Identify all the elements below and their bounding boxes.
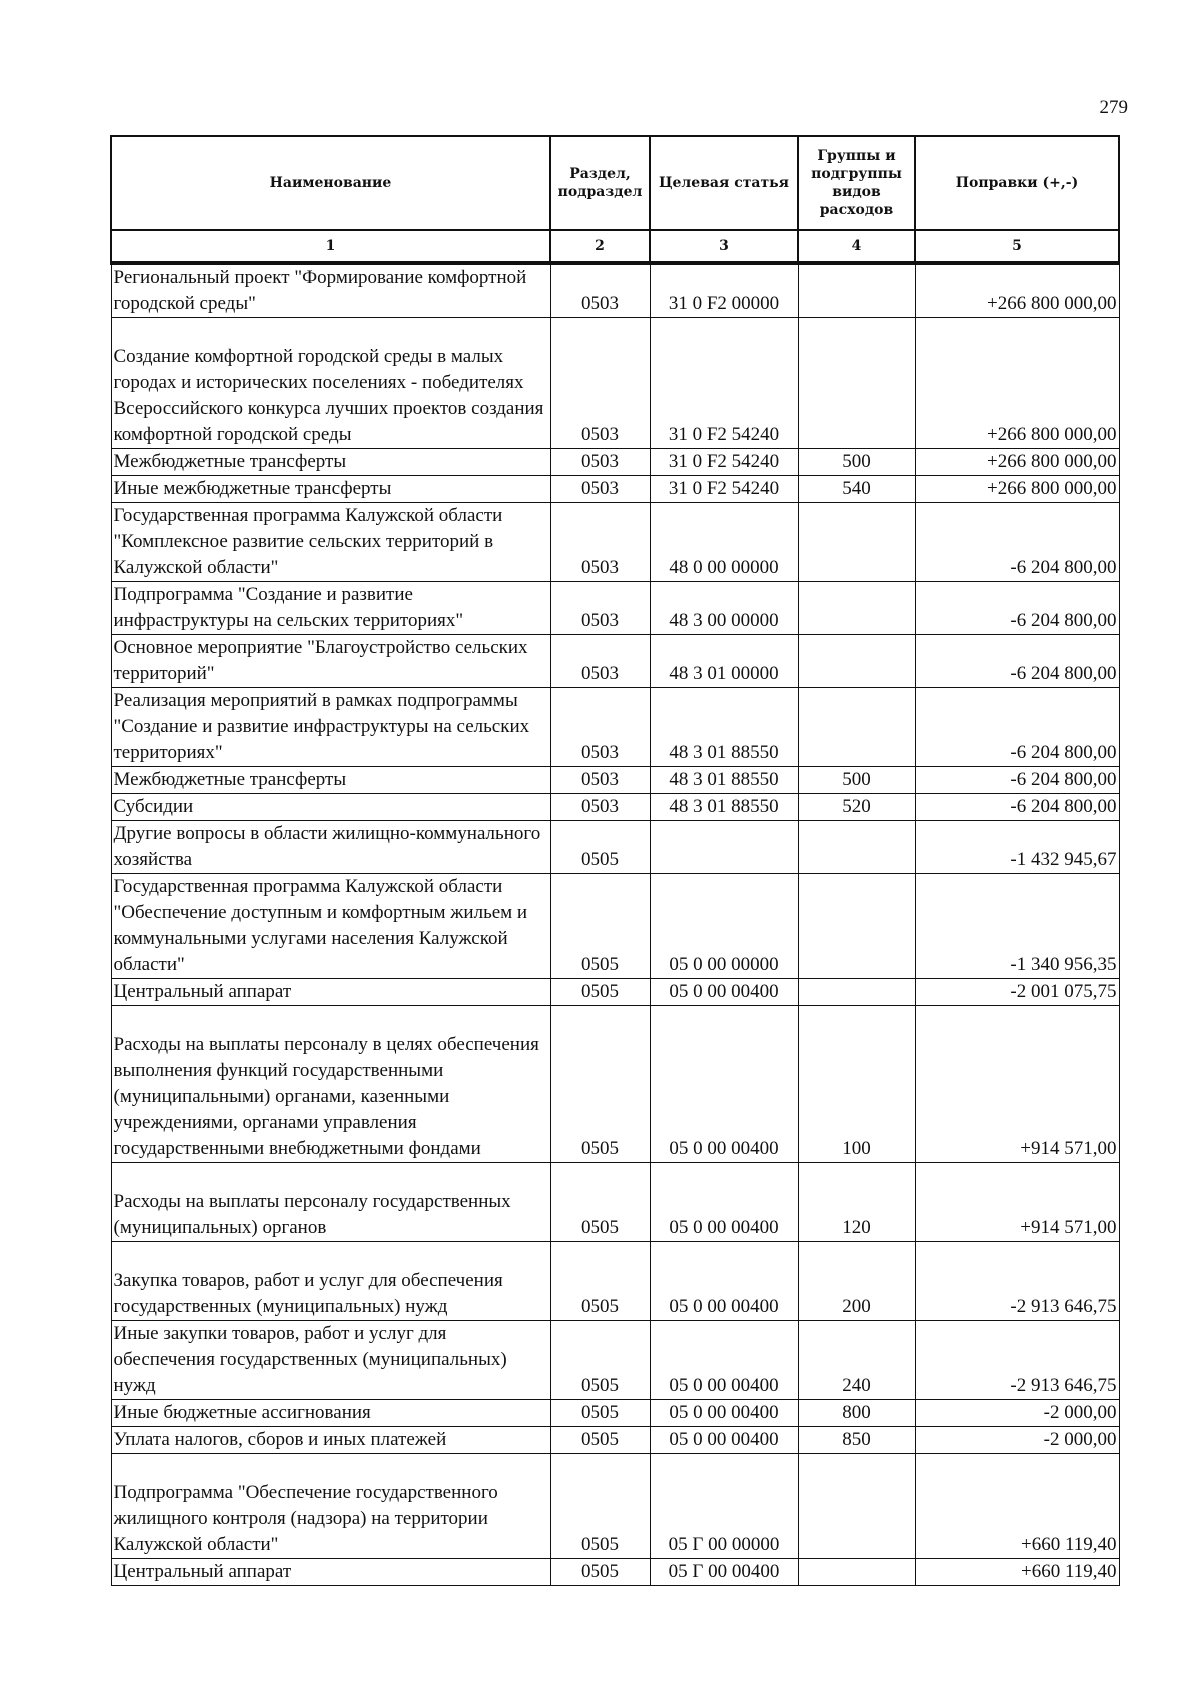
row-name: Создание комфортной городской среды в малых городах и исторических поселениях - победителях Всероссийского конкурса лучших проектов создания комфортной городской среды [111,318,550,449]
row-group [798,874,915,979]
column-number: 3 [650,230,798,263]
row-section: 0505 [550,1427,650,1454]
row-group [798,688,915,767]
row-target: 48 0 00 00000 [650,503,798,582]
row-section: 0503 [550,688,650,767]
table-row [111,318,1119,449]
column-number-row [111,230,1119,263]
row-group [798,318,915,449]
row-group: 520 [798,794,915,821]
table-row [111,635,1119,688]
row-group [798,582,915,635]
row-group [798,503,915,582]
row-target: 05 0 00 00400 [650,1321,798,1400]
table-row [111,874,1119,979]
row-amount: -6 204 800,00 [915,582,1119,635]
row-target: 05 0 00 00400 [650,1427,798,1454]
row-target: 05 0 00 00400 [650,979,798,1006]
row-name: Подпрограмма "Создание и развитие инфраструктуры на сельских территориях" [111,582,550,635]
column-number: 2 [550,230,650,263]
row-section: 0505 [550,1006,650,1163]
row-target: 05 0 00 00400 [650,1400,798,1427]
row-group: 500 [798,449,915,476]
row-amount: -2 000,00 [915,1400,1119,1427]
row-name: Центральный аппарат [111,979,550,1006]
row-amount: +660 119,40 [915,1454,1119,1559]
row-name: Уплата налогов, сборов и иных платежей [111,1427,550,1454]
row-section: 0505 [550,1454,650,1559]
row-target: 31 0 F2 00000 [650,263,798,318]
row-target: 48 3 01 88550 [650,794,798,821]
table-row [111,1400,1119,1427]
row-target: 05 Г 00 00400 [650,1559,798,1586]
row-section: 0503 [550,794,650,821]
row-name: Межбюджетные трансферты [111,767,550,794]
row-target: 31 0 F2 54240 [650,476,798,503]
row-amount: +660 119,40 [915,1559,1119,1586]
row-name: Подпрограмма "Обеспечение государственного жилищного контроля (надзора) на территории Калужской области" [111,1454,550,1559]
table-header-row [111,136,1119,230]
row-name: Иные межбюджетные трансферты [111,476,550,503]
row-target: 31 0 F2 54240 [650,318,798,449]
row-group: 100 [798,1006,915,1163]
row-amount: -2 001 075,75 [915,979,1119,1006]
table-row [111,688,1119,767]
row-section: 0503 [550,635,650,688]
row-amount: -6 204 800,00 [915,794,1119,821]
row-amount: +266 800 000,00 [915,449,1119,476]
header-groups: Группы и подгруппы видов расходов [798,136,915,230]
row-amount: -2 000,00 [915,1427,1119,1454]
row-name: Государственная программа Калужской области "Комплексное развитие сельских территорий в Калужской области" [111,503,550,582]
row-amount: -1 340 956,35 [915,874,1119,979]
budget-table [110,135,1120,1586]
row-amount: -6 204 800,00 [915,767,1119,794]
row-target: 05 0 00 00400 [650,1163,798,1242]
row-target: 48 3 01 00000 [650,635,798,688]
table-row [111,476,1119,503]
table-row [111,1006,1119,1163]
row-name: Реализация мероприятий в рамках подпрограммы "Создание и развитие инфраструктуры на сельских территориях" [111,688,550,767]
row-amount: +914 571,00 [915,1163,1119,1242]
row-name: Региональный проект "Формирование комфортной городской среды" [111,263,550,318]
table-row [111,582,1119,635]
row-section: 0505 [550,979,650,1006]
row-target: 05 0 00 00000 [650,874,798,979]
row-amount: +266 800 000,00 [915,476,1119,503]
row-name: Центральный аппарат [111,1559,550,1586]
row-name: Расходы на выплаты персоналу государственных (муниципальных) органов [111,1163,550,1242]
table-row [111,1321,1119,1400]
row-group: 200 [798,1242,915,1321]
row-target: 48 3 01 88550 [650,767,798,794]
row-name: Субсидии [111,794,550,821]
row-name: Иные закупки товаров, работ и услуг для обеспечения государственных (муниципальных) нужд [111,1321,550,1400]
row-section: 0505 [550,1163,650,1242]
row-group [798,263,915,318]
header-amount: Поправки (+,-) [915,136,1119,230]
row-section: 0505 [550,1559,650,1586]
row-amount: -6 204 800,00 [915,635,1119,688]
row-section: 0503 [550,476,650,503]
column-number: 4 [798,230,915,263]
row-amount: +914 571,00 [915,1006,1119,1163]
header-name: Наименование [111,136,550,230]
row-section: 0503 [550,318,650,449]
header-section: Раздел, подраздел [550,136,650,230]
row-group [798,635,915,688]
row-group: 120 [798,1163,915,1242]
row-amount: +266 800 000,00 [915,318,1119,449]
column-number: 5 [915,230,1119,263]
row-target: 31 0 F2 54240 [650,449,798,476]
row-name: Закупка товаров, работ и услуг для обеспечения государственных (муниципальных) нужд [111,1242,550,1321]
row-section: 0503 [550,503,650,582]
row-group: 240 [798,1321,915,1400]
row-section: 0505 [550,874,650,979]
row-section: 0505 [550,1321,650,1400]
row-section: 0503 [550,582,650,635]
row-group [798,979,915,1006]
table-row [111,767,1119,794]
row-amount: -6 204 800,00 [915,503,1119,582]
row-group: 850 [798,1427,915,1454]
row-name: Межбюджетные трансферты [111,449,550,476]
row-name: Основное мероприятие "Благоустройство сельских территорий" [111,635,550,688]
row-name: Другие вопросы в области жилищно-коммунального хозяйства [111,821,550,874]
table-row [111,449,1119,476]
table-row [111,1427,1119,1454]
row-group [798,1559,915,1586]
table-row [111,263,1119,318]
row-name: Расходы на выплаты персоналу в целях обеспечения выполнения функций государственными (муниципальными) органами, казенными учреждениями, органами управления государственными внебюджетными фондами [111,1006,550,1163]
column-number: 1 [111,230,550,263]
row-section: 0505 [550,1400,650,1427]
row-amount: -2 913 646,75 [915,1242,1119,1321]
table-row [111,1242,1119,1321]
table-row [111,821,1119,874]
row-target: 48 3 00 00000 [650,582,798,635]
row-section: 0503 [550,449,650,476]
row-group: 540 [798,476,915,503]
table-row [111,1163,1119,1242]
table-row [111,1559,1119,1586]
table-row [111,503,1119,582]
table-row [111,1454,1119,1559]
table-row [111,794,1119,821]
row-name: Иные бюджетные ассигнования [111,1400,550,1427]
row-amount: -1 432 945,67 [915,821,1119,874]
header-target: Целевая статья [650,136,798,230]
row-group [798,1454,915,1559]
page-number: 279 [1099,97,1128,118]
row-amount: +266 800 000,00 [915,263,1119,318]
row-target [650,821,798,874]
row-section: 0505 [550,1242,650,1321]
row-target: 05 0 00 00400 [650,1242,798,1321]
row-target: 05 0 00 00400 [650,1006,798,1163]
row-name: Государственная программа Калужской области "Обеспечение доступным и комфортным жильем и коммунальными услугами населения Калужской области" [111,874,550,979]
row-section: 0503 [550,263,650,318]
row-amount: -6 204 800,00 [915,688,1119,767]
row-target: 48 3 01 88550 [650,688,798,767]
row-group: 500 [798,767,915,794]
row-section: 0505 [550,821,650,874]
table-row [111,979,1119,1006]
row-group: 800 [798,1400,915,1427]
row-amount: -2 913 646,75 [915,1321,1119,1400]
row-section: 0503 [550,767,650,794]
row-group [798,821,915,874]
row-target: 05 Г 00 00000 [650,1454,798,1559]
